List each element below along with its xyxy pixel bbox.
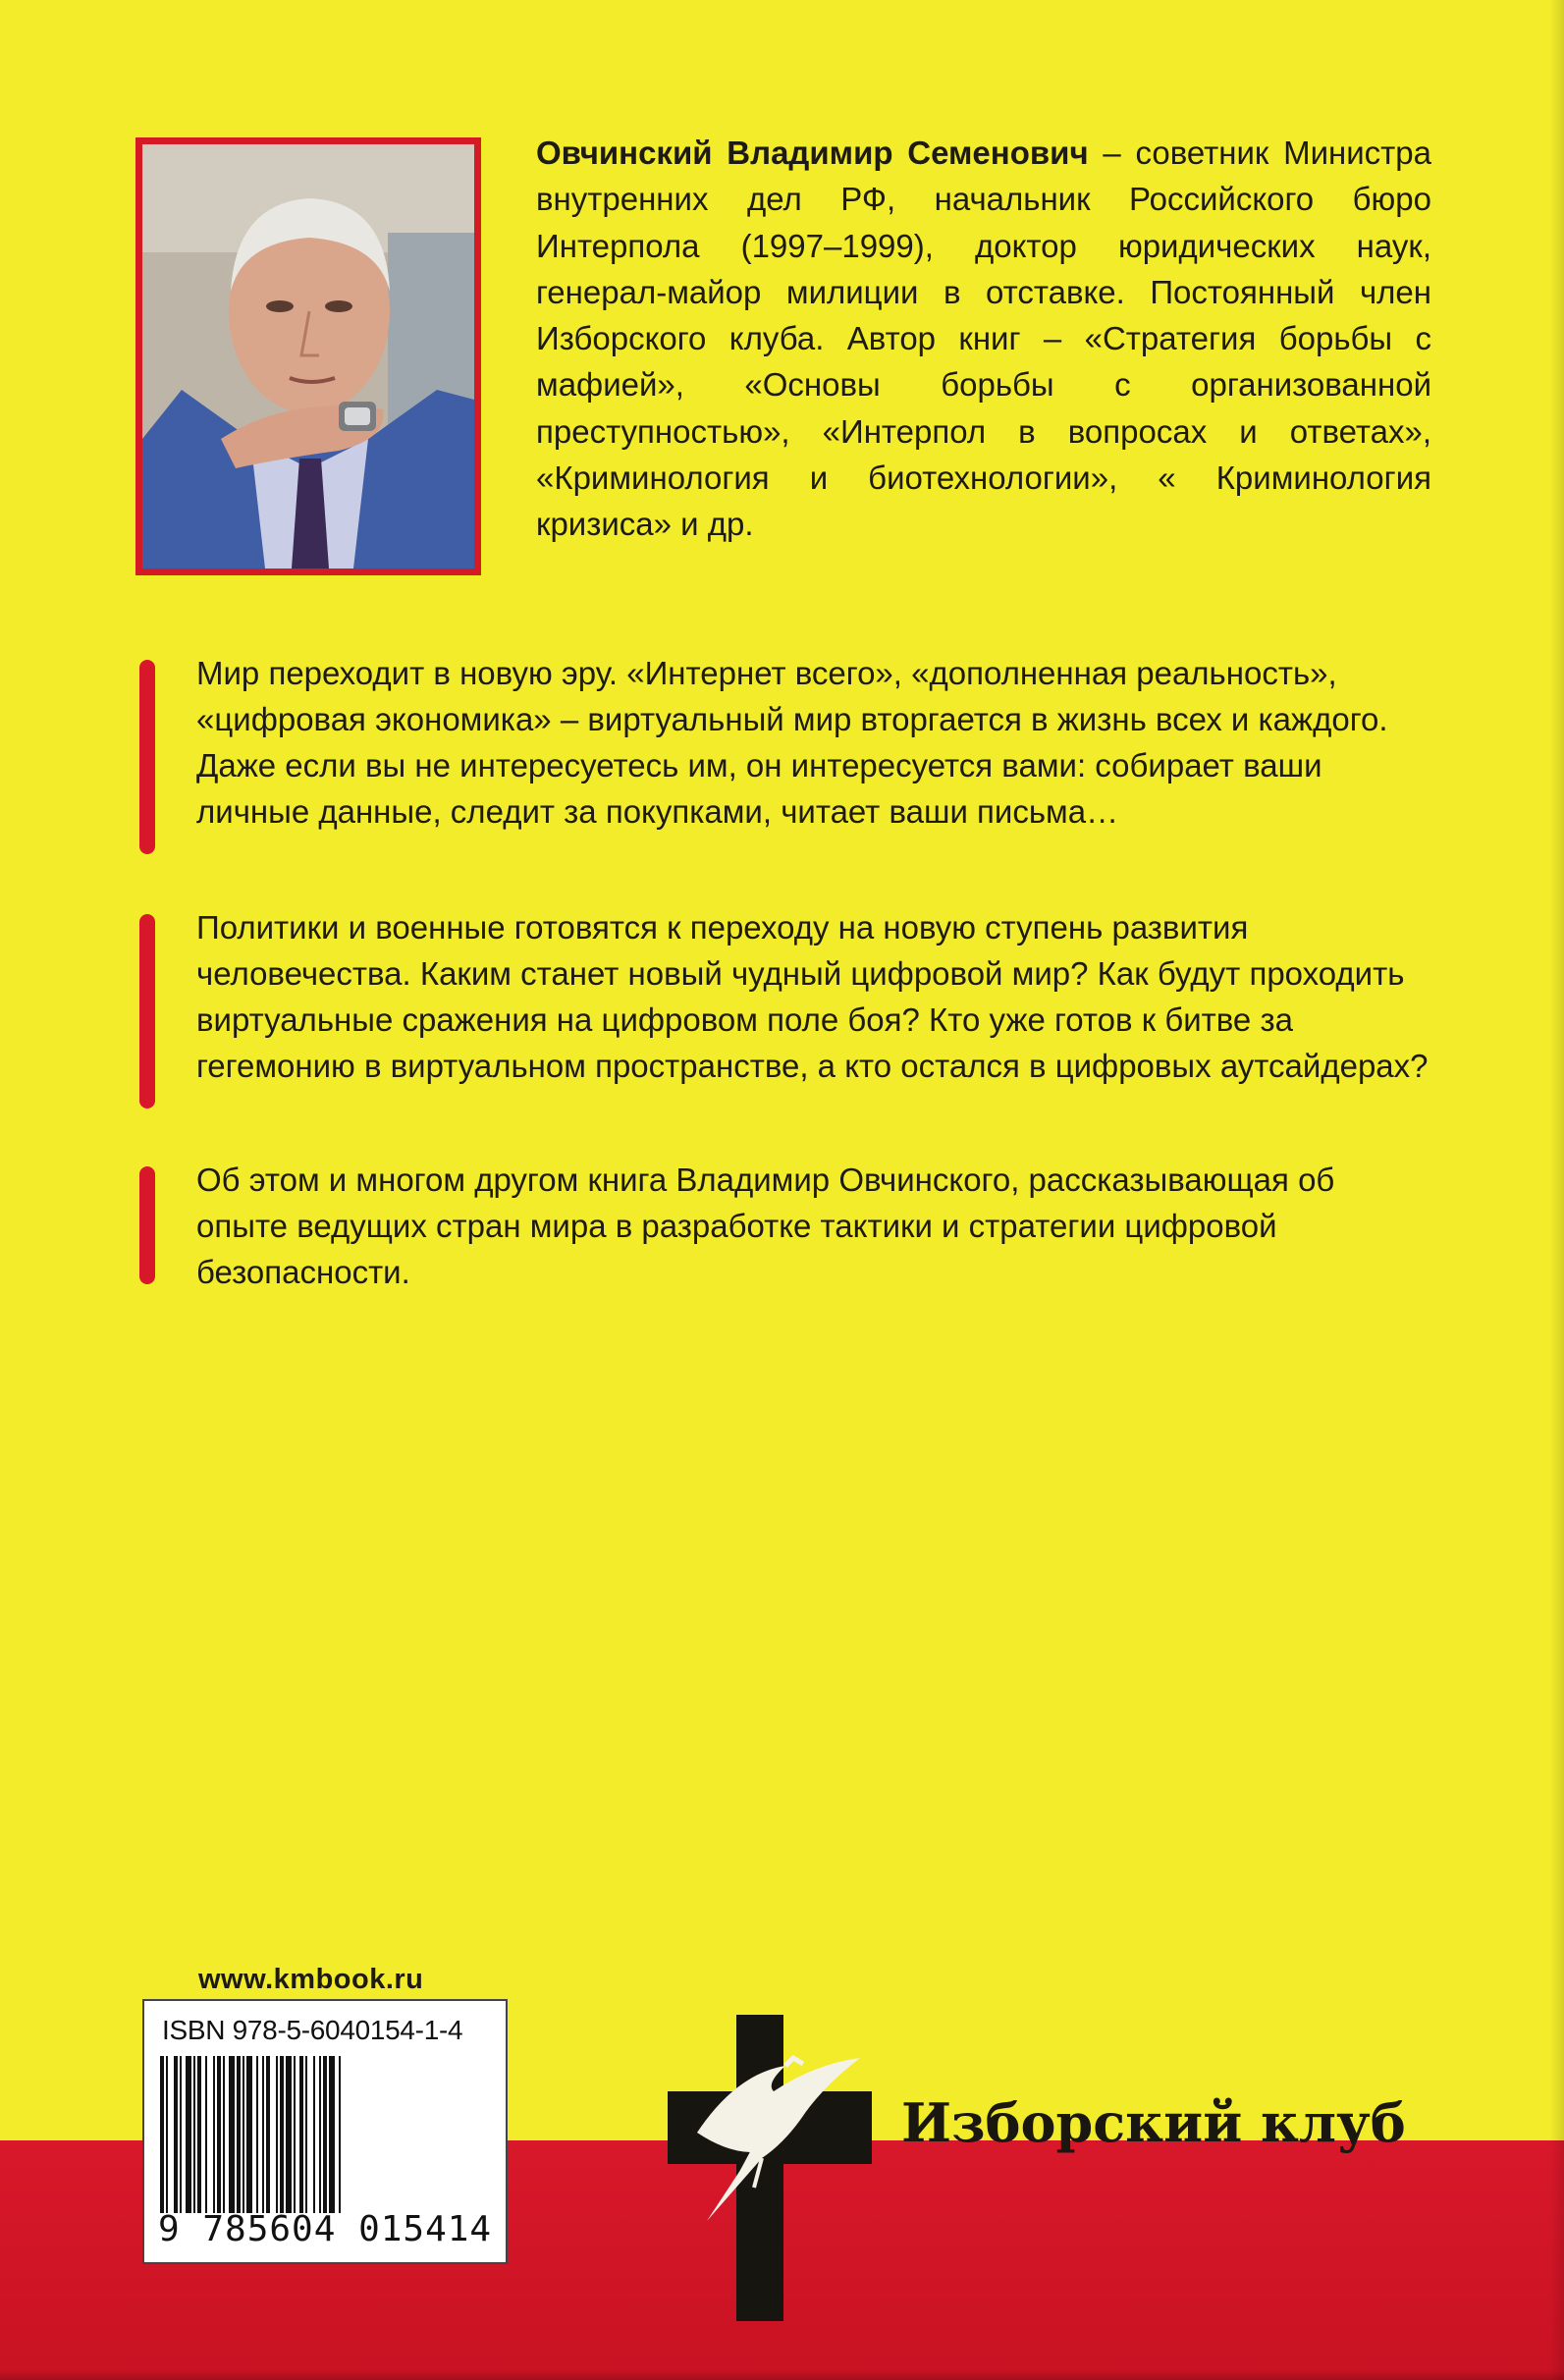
barcode-bar [280, 2056, 284, 2213]
author-bio [536, 130, 1431, 548]
barcode-bar [286, 2056, 292, 2213]
barcode-bar [246, 2056, 252, 2213]
barcode-bar [193, 2056, 195, 2213]
barcode-bar [174, 2056, 178, 2213]
barcode-bar [217, 2056, 221, 2213]
izborsky-club-logo [668, 2015, 872, 2321]
isbn-label: ISBN 978-5-6040154-1-4 [162, 2015, 463, 2045]
description-text-2: Политики и военные готовятся к переходу на новую ступень развития человечества. Каким станет новый чудный цифровой мир? Как будут проходить виртуальные сражения на цифровом поле боя? Кто уже готов к битве за гегемонию в виртуальном пространстве, а кто остался в цифровых аутсайдерах? [196, 909, 1429, 1084]
barcode-bar [323, 2056, 327, 2213]
barcode-bar [329, 2056, 335, 2213]
barcode-bar [223, 2056, 225, 2213]
description-text-1: Мир переходит в новую эру. «Интернет всего», «дополненная реальность», «цифровая экономика» – виртуальный мир вторгается в жизнь всех и каждого. Даже если вы не интересуетесь им, он интересуется вами: собирает ваши личные данные, следит за покупками, читает ваши письма… [196, 655, 1388, 830]
barcode-digits: 9 785604 015414 [158, 2209, 493, 2249]
isbn-barcode-box [142, 1999, 508, 2264]
description-text-3: Об этом и многом другом книга Владимир Овчинского, рассказывающая об опыте ведущих стран мира в разработке тактики и стратегии цифровой безопасности. [196, 1162, 1335, 1290]
red-accent-bar [139, 1166, 155, 1284]
author-bio-text: – советник Министра внутренних дел РФ, начальник Российского бюро Интерпола (1997–1999), доктор юридических наук, генерал-майор милиции в отставке. Постоянный член Изборского клуба. Автор книг – «Стратегия борьбы с мафией», «Основы борьбы с организованной преступностью», «Интерпол в вопросах и ответах», «Криминология и биотехнологии», « Криминология кризиса» и др. [536, 135, 1431, 543]
cross-crane-icon [668, 2015, 872, 2321]
barcode-bar [305, 2056, 307, 2213]
barcode-bar [299, 2056, 303, 2213]
barcode-bar [197, 2056, 201, 2213]
barcode-bar [276, 2056, 278, 2213]
barcode-bar [213, 2056, 215, 2213]
barcode-bar [339, 2056, 341, 2213]
barcode-bar [319, 2056, 321, 2213]
red-accent-bar [139, 914, 155, 1109]
barcode-bar [262, 2056, 264, 2213]
author-photo [135, 137, 481, 575]
page-edge-shadow [1550, 0, 1564, 2380]
barcode-bars [158, 2056, 496, 2213]
publisher-name: Изборский клуб [901, 2091, 1406, 2154]
barcode-bar [243, 2056, 244, 2213]
description-paragraph-3 [196, 1157, 1433, 1295]
barcode-bar [205, 2056, 207, 2213]
description-paragraph-2 [196, 904, 1433, 1089]
barcode-bar [237, 2056, 241, 2213]
barcode-bar [166, 2056, 168, 2213]
barcode-bar [313, 2056, 315, 2213]
publisher-website: www.kmbook.ru [198, 1964, 424, 1995]
barcode-bar [229, 2056, 235, 2213]
barcode-bar [266, 2056, 270, 2213]
barcode-bar [160, 2056, 164, 2213]
author-portrait-illustration [142, 144, 474, 568]
red-accent-bar [139, 660, 155, 854]
barcode-bar [186, 2056, 191, 2213]
barcode-bar [256, 2056, 258, 2213]
page-bottom-shadow [0, 2370, 1564, 2380]
description-paragraph-1 [196, 650, 1433, 835]
author-name: Овчинский Владимир Семенович [536, 135, 1089, 171]
barcode-bar [180, 2056, 182, 2213]
barcode-bar [294, 2056, 296, 2213]
